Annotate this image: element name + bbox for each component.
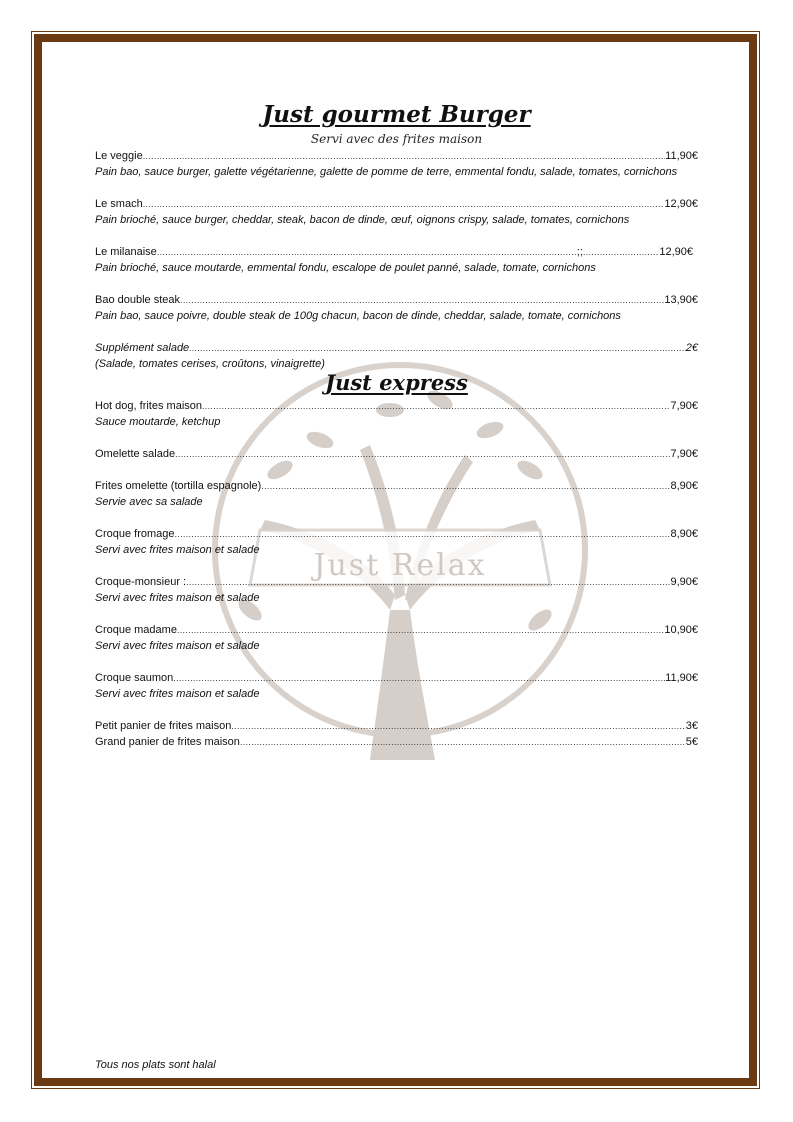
burger-section-title: Just gourmet Burger xyxy=(262,101,531,128)
halal-footer-note: Tous nos plats sont halal xyxy=(95,1059,216,1071)
stray-marks: ;; xyxy=(576,246,583,258)
menu-item xyxy=(95,478,698,510)
item-description: Sauce moutarde, ketchup xyxy=(95,416,221,428)
item-description: Servi avec frites maison et salade xyxy=(95,688,260,700)
express-section-title: Just express xyxy=(325,370,468,395)
item-description: (Salade, tomates cerises, croûtons, vinaigrette) xyxy=(95,358,325,370)
leader-dots xyxy=(231,718,685,734)
leader-dots xyxy=(143,148,665,164)
leader-dots xyxy=(173,670,665,686)
menu-item xyxy=(95,622,698,654)
item-name: Frites omelette (tortilla espagnole) xyxy=(95,480,262,492)
item-name: Croque-monsieur : xyxy=(95,576,187,588)
fries-item xyxy=(95,734,698,750)
fries-item xyxy=(95,718,698,734)
item-description: Servi avec frites maison et salade xyxy=(95,544,260,556)
item-name: Croque saumon xyxy=(95,672,174,684)
menu-item xyxy=(95,196,698,228)
item-description: Pain bao, sauce burger, galette végétarienne, galette de pomme de terre, emmental fondu, salade, tomates, cornichons xyxy=(95,166,678,178)
item-price: 12,90€ xyxy=(664,198,698,210)
item-description: Servi avec frites maison et salade xyxy=(95,592,260,604)
leader-dots xyxy=(175,446,670,462)
item-price: 9,90€ xyxy=(670,576,698,588)
item-name: Petit panier de frites maison xyxy=(95,720,232,732)
menu-item xyxy=(95,670,698,702)
menu-item xyxy=(95,446,698,462)
leader-dots xyxy=(583,244,659,260)
leader-dots xyxy=(202,398,670,414)
item-description: Pain brioché, sauce moutarde, emmental fondu, escalope de poulet panné, salade, tomate, cornichons xyxy=(95,262,596,274)
leader-dots xyxy=(261,478,670,494)
leader-dots xyxy=(180,292,664,308)
menu-content xyxy=(95,100,698,750)
leader-dots xyxy=(157,244,577,260)
item-name: Le milanaise xyxy=(95,246,157,258)
item-description: Pain bao, sauce poivre, double steak de 100g chacun, bacon de dinde, cheddar, salade, tomate, cornichons xyxy=(95,310,621,322)
menu-item xyxy=(95,398,698,430)
item-description: Servi avec frites maison et salade xyxy=(95,640,260,652)
item-name: Croque madame xyxy=(95,624,177,636)
leader-dots xyxy=(240,734,686,750)
watermark-text: Just Relax xyxy=(313,548,487,583)
item-price: 12,90€ xyxy=(659,246,693,258)
menu-item xyxy=(95,526,698,558)
menu-item xyxy=(95,148,698,180)
leader-dots xyxy=(186,574,670,590)
item-price: 7,90€ xyxy=(670,448,698,460)
item-price: 7,90€ xyxy=(670,400,698,412)
burger-section-subtitle: Servi avec des frites maison xyxy=(310,132,483,146)
item-price: 3€ xyxy=(685,720,698,732)
item-price: 2€ xyxy=(685,342,698,354)
item-name: Hot dog, frites maison xyxy=(95,400,202,412)
item-name: Bao double steak xyxy=(95,294,181,306)
leader-dots xyxy=(177,622,664,638)
leader-dots xyxy=(189,340,686,356)
item-name: Supplément salade xyxy=(95,342,190,354)
item-price: 8,90€ xyxy=(670,528,698,540)
item-price: 11,90€ xyxy=(665,150,698,162)
item-price: 8,90€ xyxy=(670,480,698,492)
item-name: Le veggie xyxy=(95,150,143,162)
item-name: Grand panier de frites maison xyxy=(95,736,240,748)
menu-item xyxy=(95,292,698,324)
item-description: Servie avec sa salade xyxy=(95,496,203,508)
menu-item xyxy=(95,244,698,276)
item-name: Omelette salade xyxy=(95,448,176,460)
item-price: 10,90€ xyxy=(664,624,698,636)
supplement-item xyxy=(95,340,698,372)
item-price: 5€ xyxy=(685,736,698,748)
leader-dots xyxy=(175,526,671,542)
item-price: 11,90€ xyxy=(665,672,698,684)
item-name: Croque fromage xyxy=(95,528,175,540)
item-description: Pain brioché, sauce burger, cheddar, steak, bacon de dinde, œuf, oignons crispy, salade, tomates, cornichons xyxy=(95,214,630,226)
item-price: 13,90€ xyxy=(664,294,698,306)
leader-dots xyxy=(143,196,665,212)
item-name: Le smach xyxy=(95,198,143,210)
menu-item xyxy=(95,574,698,606)
